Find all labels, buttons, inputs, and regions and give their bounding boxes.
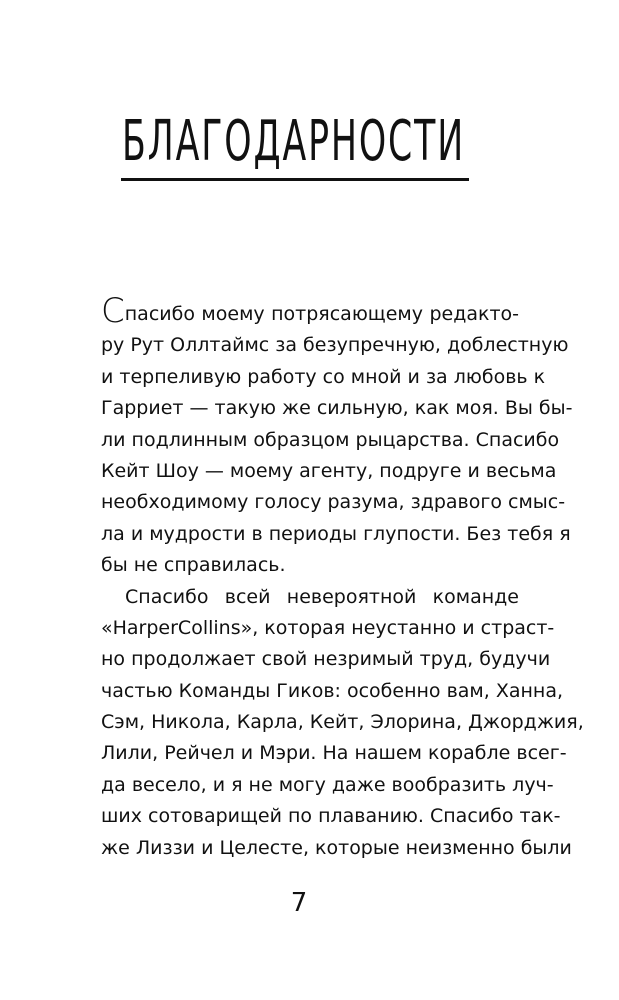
paragraph-2-line: Спасибо всей невероятной команде <box>125 585 519 608</box>
paragraph-2-line: же Лиззи и Целесте, которые неизменно были <box>101 836 572 859</box>
paragraph-2-line: «HarperCollins», которая неустанно и страст- <box>101 616 555 639</box>
paragraph-1-line: бы не справилась. <box>101 554 286 577</box>
acknowledgements-body <box>101 291 584 864</box>
page-number: 7 <box>290 888 308 918</box>
paragraph-2-line: ших сотоварищей по плаванию. Спасибо так- <box>101 805 561 828</box>
chapter-title-text: БЛАГОДАРНОСТИ <box>122 109 466 174</box>
drop-cap: С <box>101 291 125 331</box>
chapter-title <box>122 110 468 174</box>
paragraph-1-line: ли подлинным образцом рыцарства. Спасибо <box>101 428 560 451</box>
paragraph-1-line: ру Рут Оллтаймс за безупречную, доблестную <box>101 334 569 357</box>
paragraph-2-line: но продолжает свой незримый труд, будучи <box>101 648 551 671</box>
paragraph-2-line: Сэм, Никола, Карла, Кейт, Элорина, Джорджия, <box>101 711 584 734</box>
paragraph-1-line: необходимому голосу разума, здравого смыс- <box>101 491 566 514</box>
paragraph-2-line: частью Команды Гиков: особенно вам, Ханна, <box>101 679 564 702</box>
paragraph-1-line: ла и мудрости в периоды глупости. Без тебя я <box>101 522 571 545</box>
paragraph-1-line: Спасибо моему потрясающему редакто- <box>101 291 519 331</box>
paragraph-1-line: Гарриет — такую же сильную, как моя. Вы бы- <box>101 397 573 420</box>
paragraph-2-line: да весело, и я не могу даже вообразить луч- <box>101 773 554 796</box>
paragraph-2-line: Лили, Рейчел и Мэри. На нашем корабле всег- <box>101 742 567 765</box>
title-underline <box>121 178 469 181</box>
paragraph-1-line: и терпеливую работу со мной и за любовь к <box>101 365 546 388</box>
paragraph-1-line: Кейт Шоу — моему агенту, подруге и весьма <box>101 459 557 482</box>
